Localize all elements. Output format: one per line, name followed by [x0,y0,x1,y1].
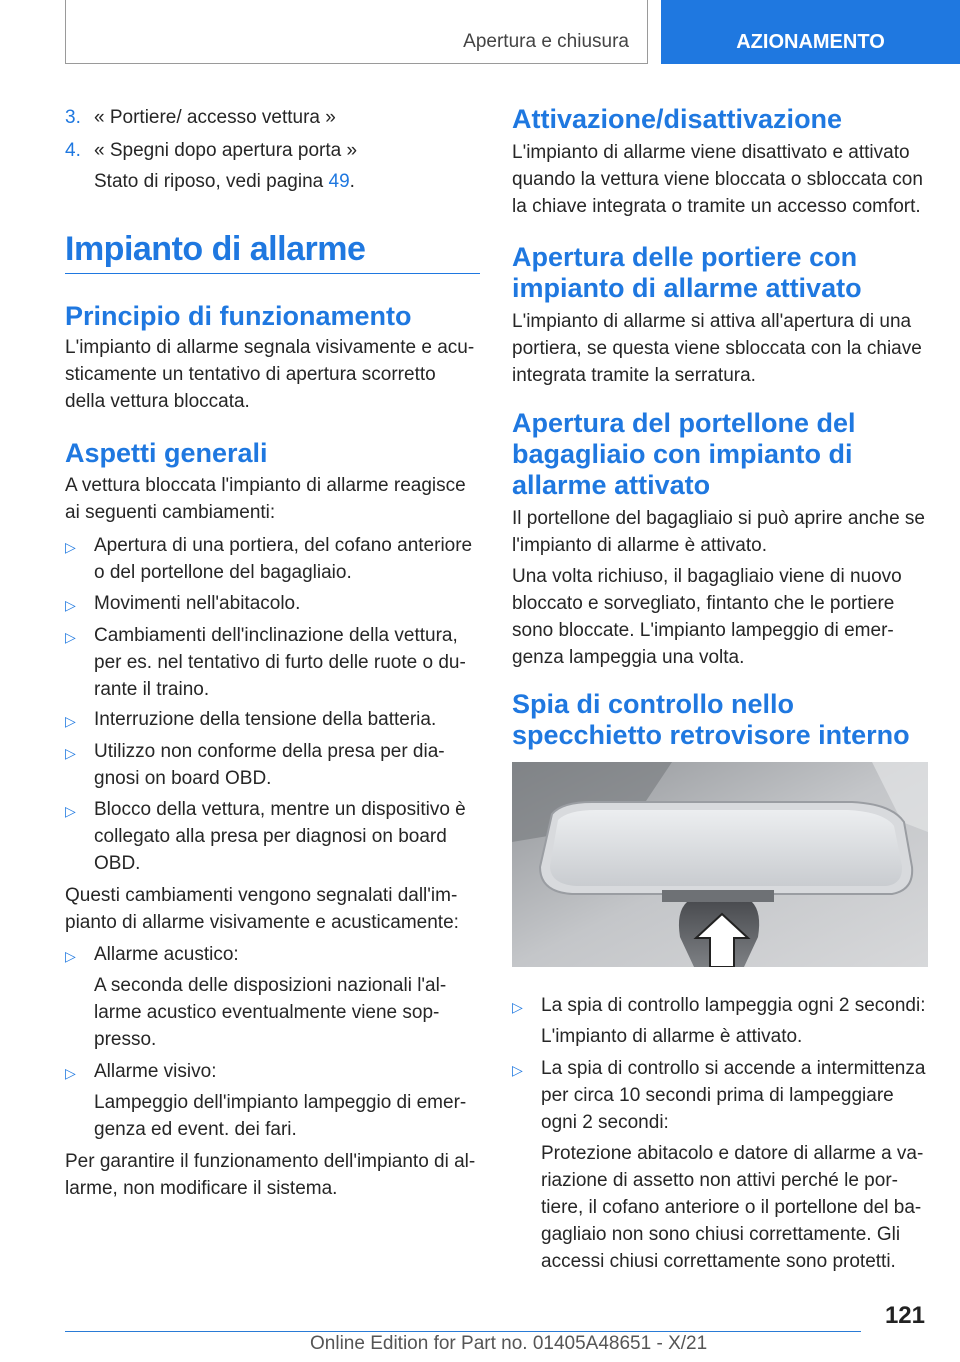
bullet-line: o del portellone del bagagliaio. [94,562,352,583]
section-heading: Aspetti generali [65,438,268,468]
section-heading: Apertura delle portiere con [512,242,858,272]
paragraph-line: genza lampeggia una volta. [512,647,745,668]
bullet-icon: ▷ [65,597,76,613]
bullet-desc: Protezione abitacolo e datore di allarme a va- [541,1143,924,1164]
bullet-icon: ▷ [65,745,76,761]
bullet-desc: A seconda delle disposizioni nazionali l'al- [94,975,447,996]
paragraph-line: L'impianto di allarme si attiva all'apertura di una [512,311,912,332]
paragraph-line: larme, non modificare il sistema. [65,1178,338,1199]
paragraph-line: la chiave integrata o tramite un accesso comfort. [512,196,921,217]
bullet-desc: presso. [94,1029,157,1050]
paragraph-line: L'impianto di allarme viene disattivato e attivato [512,142,910,163]
bullet-desc: riazione di assetto non attivi perché le por- [541,1170,898,1191]
bullet-line: Cambiamenti dell'inclinazione della vettura, [94,625,458,646]
bullet-line: La spia di controllo si accende a intermittenza [541,1058,926,1079]
paragraph-line: bloccato e sorvegliato, fintanto che le portiere [512,593,895,614]
bullet-line: Apertura di una portiera, del cofano anteriore [94,535,473,556]
header-section-box [65,0,648,64]
header-chapter-title: AZIONAMENTO [736,31,885,53]
mirror-icon [512,762,928,967]
bullet-icon: ▷ [65,948,76,964]
list-item-text: « Portiere/ accesso vettura » [94,107,336,128]
footer-edition: Online Edition for Part no. 01405A48651 - X/21 [310,1333,708,1354]
bullet-icon: ▷ [65,1065,76,1081]
section-heading: Spia di controllo nello [512,689,795,719]
bullet-line: ogni 2 secondi: [541,1112,669,1133]
section-heading: allarme attivato [512,470,711,500]
heading-rule [65,273,480,274]
bullet-icon: ▷ [512,1062,523,1078]
bullet-icon: ▷ [65,539,76,555]
bullet-line: Allarme visivo: [94,1061,217,1082]
paragraph-line: sono bloccate. L'impianto lampeggio di emer- [512,620,894,641]
bullet-desc: genza ed event. dei fari. [94,1119,297,1140]
page-link[interactable]: 49 [328,171,350,192]
chapter-heading: Impianto di allarme [65,230,366,268]
paragraph-line: Per garantire il funzionamento dell'impianto di al- [65,1151,476,1172]
header-chapter-box [661,0,960,64]
bullet-line: Allarme acustico: [94,944,239,965]
list-item-text: « Spegni dopo apertura porta » [94,140,358,161]
paragraph-line: portiera, se questa viene sbloccata con la chiave [512,338,922,359]
section-heading: Attivazione/disattivazione [512,104,843,134]
paragraph-line: l'impianto di allarme è attivato. [512,535,767,556]
paragraph-line: Una volta richiuso, il bagagliaio viene di nuovo [512,566,902,587]
bullet-line: OBD. [94,853,141,874]
paragraph-line: pianto di allarme visivamente e acusticamente: [65,912,459,933]
header-section-title: Apertura e chiusura [463,31,629,52]
paragraph-line: della vettura bloccata. [65,391,250,412]
paragraph-line: integrata tramite la serratura. [512,365,756,386]
bullet-line: per es. nel tentativo di furto delle ruote o du- [94,652,466,673]
paragraph-line: Il portellone del bagagliaio si può aprire anche se [512,508,925,529]
bullet-line: Utilizzo non conforme della presa per dia- [94,741,445,762]
bullet-icon: ▷ [65,803,76,819]
bullet-line: Movimenti nell'abitacolo. [94,593,301,614]
section-heading: impianto di allarme attivato [512,273,862,303]
paragraph-line: L'impianto di allarme segnala visivamente e acu- [65,337,475,358]
page-number: 121 [884,1302,925,1329]
bullet-desc: tiere, il cofano anteriore o il portellone del ba- [541,1197,922,1218]
section-heading: Principio di funzionamento [65,301,412,331]
list-item-sub: Stato di riposo, vedi pagina 49. [94,171,355,192]
bullet-line: Interruzione della tensione della batteria. [94,709,437,730]
bullet-icon: ▷ [65,629,76,645]
bullet-icon: ▷ [512,999,523,1015]
bullet-line: Blocco della vettura, mentre un dispositivo è [94,799,466,820]
bullet-line: gnosi on board OBD. [94,768,272,789]
paragraph-line: quando la vettura viene bloccata o sbloccata con [512,169,923,190]
section-heading: Apertura del portellone del [512,408,856,438]
list-number: 3. [65,107,81,128]
bullet-line: La spia di controllo lampeggia ogni 2 secondi: [541,995,926,1016]
bullet-desc: L'impianto di allarme è attivato. [541,1026,803,1047]
bullet-desc: larme acustico eventualmente viene sop- [94,1002,440,1023]
paragraph-line: Questi cambiamenti vengono segnalati dall'im- [65,885,458,906]
section-heading: specchietto retrovisore interno [512,720,910,750]
paragraph-line: ai seguenti cambiamenti: [65,502,276,523]
footer-rule [65,1331,861,1332]
paragraph-line: A vettura bloccata l'impianto di allarme reagisce [65,475,466,496]
bullet-desc: Lampeggio dell'impianto lampeggio di emer- [94,1092,467,1113]
bullet-desc: accessi chiusi correttamente sono protetti. [541,1251,896,1272]
bullet-icon: ▷ [65,713,76,729]
paragraph-line: sticamente un tentativo di apertura scorretto [65,364,436,385]
section-heading: bagagliaio con impianto di [512,439,853,469]
bullet-line: rante il traino. [94,679,210,700]
bullet-desc: gagliaio non sono chiusi correttamente. Gli [541,1224,901,1245]
rear-view-mirror-illustration [512,762,928,967]
bullet-line: collegato alla presa per diagnosi on board [94,826,447,847]
list-number: 4. [65,140,81,161]
bullet-line: per circa 10 secondi prima di lampeggiare [541,1085,894,1106]
